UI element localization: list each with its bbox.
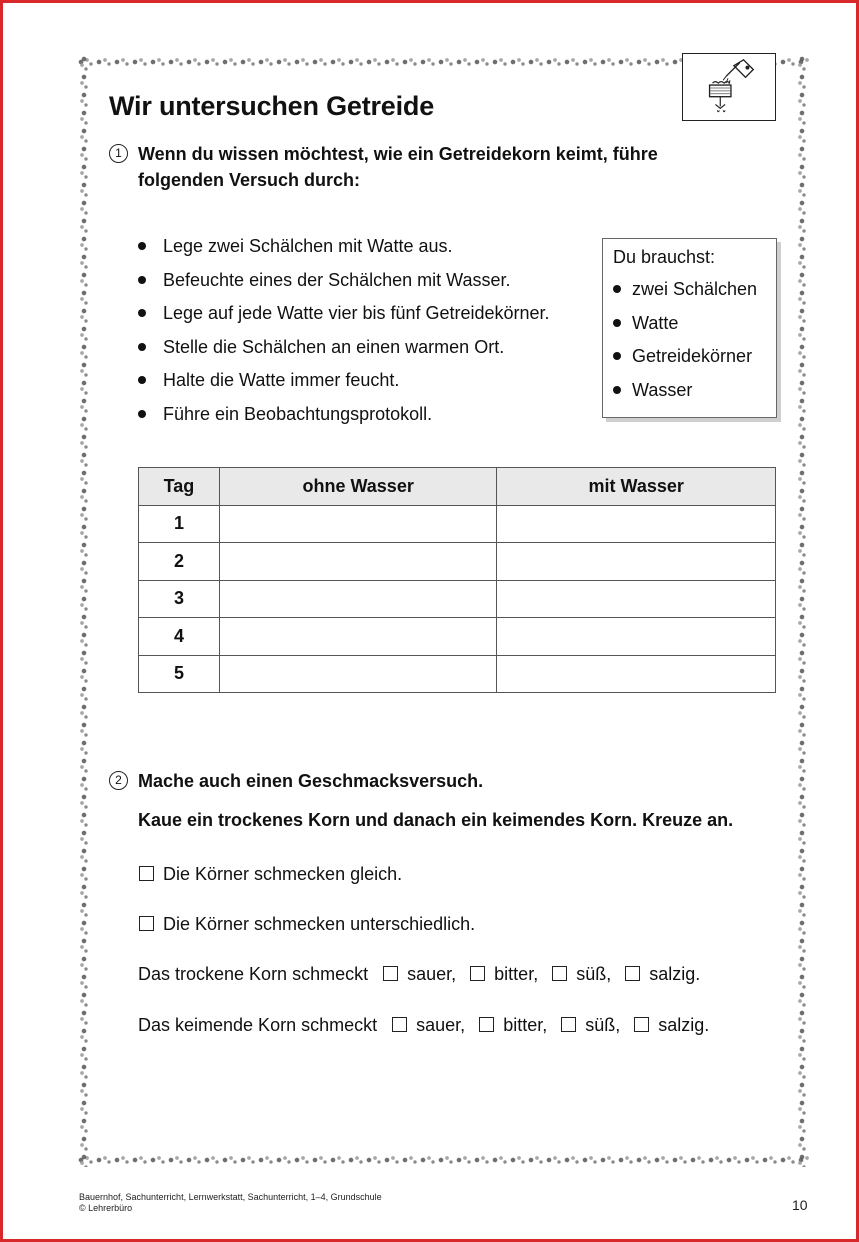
observation-cell-without-water: [219, 618, 497, 656]
bullet-icon: [613, 285, 621, 293]
materials-box: [602, 238, 777, 418]
check-option-same: Die Körner schmecken gleich.: [138, 862, 402, 886]
footer-source: Bauernhof, Sachunterricht, Lernwerkstatt, Sachunterricht, 1–4, Grundschule: [79, 1192, 382, 1202]
bullet-icon: [613, 386, 621, 394]
taste-line-germinating-label: Das keimende Korn schmeckt: [138, 1015, 378, 1035]
task-1-text: Wenn du wissen möchtest, wie ein Getreidekorn keimt, führe folgenden Versuch durch:: [138, 144, 658, 190]
day-cell: 5: [139, 655, 220, 693]
border-strip-left: [77, 55, 91, 1167]
bullet-icon: [138, 276, 146, 284]
taste-line-germinating: Das keimende Korn schmeckt sauer, bitter, süß, salzig.: [138, 1015, 710, 1035]
list-item: zwei Schälchen: [613, 277, 776, 311]
day-cell: 3: [139, 580, 220, 618]
bullet-icon: [138, 309, 146, 317]
checkbox-dry-sweet[interactable]: [552, 966, 567, 981]
observation-cell-without-water: [219, 655, 497, 693]
page-title: Wir untersuchen Getreide: [109, 91, 435, 121]
taste-line-dry-label: Das trockene Korn schmeckt: [138, 964, 369, 984]
list-item: Stelle die Schälchen an einen warmen Ort.: [138, 332, 550, 366]
list-item: Wasser: [613, 378, 776, 412]
checkbox-same[interactable]: [139, 866, 154, 881]
taste-line-dry: Das trockene Korn schmeckt sauer, bitter, süß, salzig.: [138, 964, 701, 984]
observation-cell-with-water: [497, 505, 776, 543]
column-header-day: Tag: [139, 468, 220, 506]
table-row: [139, 580, 776, 618]
task-number-badge: 2: [109, 771, 128, 790]
list-item: Befeuchte eines der Schälchen mit Wasser.: [138, 265, 550, 299]
task-2-instruction: Kaue ein trockenes Korn und danach ein keimendes Korn. Kreuze an.: [138, 810, 734, 830]
observation-cell-with-water: [497, 655, 776, 693]
page-number: 10: [792, 1197, 808, 1213]
checkbox-different[interactable]: [139, 916, 154, 931]
checkbox-dry-sour[interactable]: [383, 966, 398, 981]
border-strip-bottom: [77, 1153, 809, 1167]
list-item: Lege zwei Schälchen mit Watte aus.: [138, 231, 550, 265]
task-2: [109, 768, 789, 794]
list-item: Watte: [613, 311, 776, 345]
bullet-icon: [613, 319, 621, 327]
footer-copyright: © Lehrerbüro: [79, 1203, 133, 1213]
observation-table: [138, 467, 776, 693]
observation-cell-with-water: [497, 580, 776, 618]
day-cell: 2: [139, 543, 220, 581]
instruction-list: [138, 231, 550, 432]
watering-can-experiment-icon: [683, 54, 775, 120]
checkbox-germinating-sweet[interactable]: [561, 1017, 576, 1032]
list-item: Getreidekörner: [613, 344, 776, 378]
bullet-icon: [613, 352, 621, 360]
bullet-icon: [138, 376, 146, 384]
table-row: [139, 655, 776, 693]
table-row: [139, 505, 776, 543]
bullet-icon: [138, 343, 146, 351]
task-number-badge: 1: [109, 144, 128, 163]
observation-cell-without-water: [219, 580, 497, 618]
checkbox-dry-salty[interactable]: [625, 966, 640, 981]
table-row: [139, 543, 776, 581]
checkbox-germinating-salty[interactable]: [634, 1017, 649, 1032]
day-cell: 4: [139, 618, 220, 656]
column-header-with-water: mit Wasser: [497, 468, 776, 506]
observation-cell-with-water: [497, 618, 776, 656]
materials-title: Du brauchst:: [613, 247, 716, 267]
task-2-text: Mache auch einen Geschmacksversuch.: [138, 771, 484, 791]
observation-cell-with-water: [497, 543, 776, 581]
checkbox-germinating-sour[interactable]: [392, 1017, 407, 1032]
list-item: Führe ein Beobachtungsprotokoll.: [138, 399, 550, 433]
footer-credits: [79, 1192, 382, 1214]
materials-list: [613, 277, 776, 411]
list-item: Halte die Watte immer feucht.: [138, 365, 550, 399]
observation-cell-without-water: [219, 543, 497, 581]
bullet-icon: [138, 242, 146, 250]
day-cell: 1: [139, 505, 220, 543]
experiment-pictogram-icon: [682, 53, 776, 121]
column-header-without-water: ohne Wasser: [219, 468, 497, 506]
list-item: Lege auf jede Watte vier bis fünf Getreidekörner.: [138, 298, 550, 332]
checkbox-germinating-bitter[interactable]: [479, 1017, 494, 1032]
bullet-icon: [138, 410, 146, 418]
task-1: [109, 141, 729, 193]
table-row: [139, 618, 776, 656]
checkbox-dry-bitter[interactable]: [470, 966, 485, 981]
observation-cell-without-water: [219, 505, 497, 543]
check-option-different: Die Körner schmecken unterschiedlich.: [138, 912, 475, 936]
table-header-row: [139, 468, 776, 506]
border-strip-right: [795, 55, 809, 1167]
